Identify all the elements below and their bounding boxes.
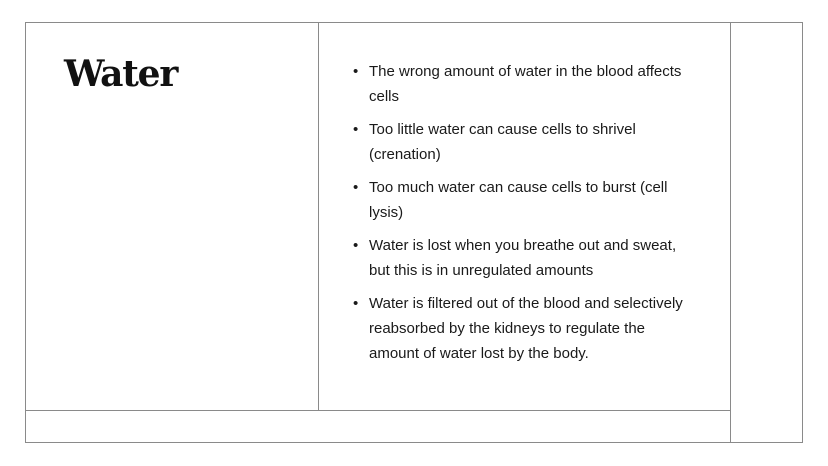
column-divider xyxy=(318,22,319,411)
bullet-item xyxy=(349,233,689,283)
bullet-text: Too little water can cause cells to shrivel (crenation) xyxy=(369,121,636,163)
bullet-dot-icon: • xyxy=(353,63,359,80)
bullet-dot-icon: • xyxy=(353,295,359,312)
slide-title: Water xyxy=(64,53,178,95)
bullet-item xyxy=(349,59,689,109)
bullet-item xyxy=(349,175,689,225)
bullet-list xyxy=(349,59,689,374)
bullet-text: Water is filtered out of the blood and selectively reabsorbed by the kidneys to regulate the amount of water lost by the body. xyxy=(369,295,683,362)
bullet-item xyxy=(349,117,689,167)
bullet-text: The wrong amount of water in the blood affects cells xyxy=(369,63,682,105)
bullet-text: Water is lost when you breathe out and sweat, but this is in unregulated amounts xyxy=(369,237,677,279)
bottom-divider xyxy=(25,410,731,411)
bullet-dot-icon: • xyxy=(353,179,359,196)
bullet-dot-icon: • xyxy=(353,121,359,138)
bullet-dot-icon: • xyxy=(353,237,359,254)
bullet-text: Too much water can cause cells to burst (cell lysis) xyxy=(369,179,668,221)
right-margin-divider xyxy=(730,22,731,443)
bullet-item xyxy=(349,291,689,366)
